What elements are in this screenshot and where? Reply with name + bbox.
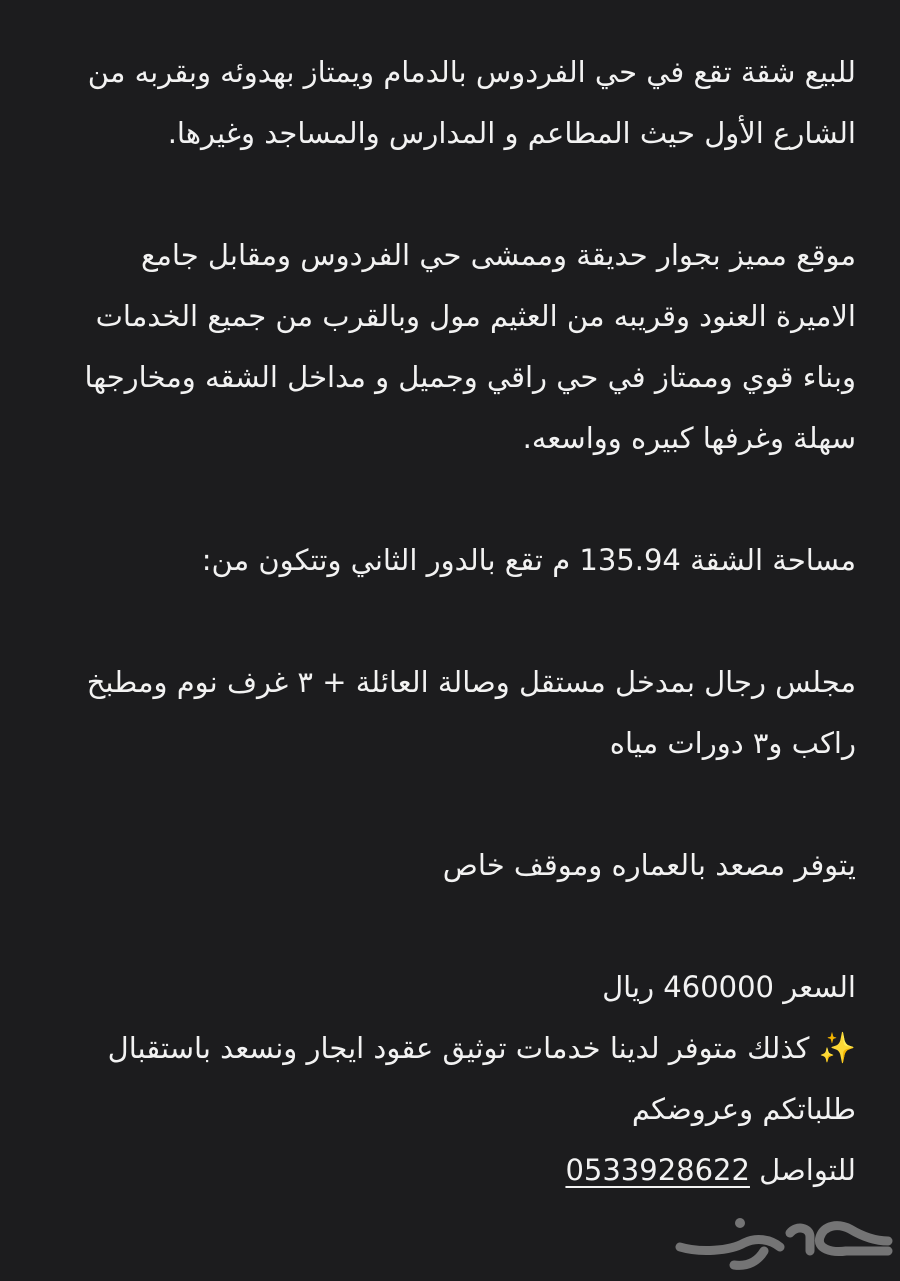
intro-paragraph (40, 42, 856, 164)
listing-description (40, 42, 856, 1201)
location-line: موقع مميز بجوار حديقة وممشى حي الفردوس ومقابل جامع (140, 238, 856, 272)
services-text: كذلك متوفر لدينا خدمات توثيق عقود ايجار ونسعد باستقبال (107, 1031, 810, 1065)
location-line: سهلة وغرفها كبيره وواسعه. (522, 421, 856, 455)
phone-link[interactable]: 0533928622 (565, 1153, 750, 1187)
sparkles-icon: ✨ (818, 1031, 856, 1066)
contact-line (40, 1140, 856, 1201)
intro-line: الشارع الأول حيث المطاعم و المدارس والمساجد وغيرها. (167, 116, 856, 150)
price-contact-block (40, 957, 856, 1201)
location-line: وبناء قوي وممتاز في حي راقي وجميل و مداخل الشقه ومخارجها (84, 360, 856, 394)
area-paragraph (40, 530, 856, 591)
services-line: طلباتكم وعروضكم (631, 1092, 856, 1126)
haraj-logo-icon (660, 1207, 896, 1271)
facilities-line: يتوفر مصعد بالعماره وموقف خاص (442, 848, 856, 882)
location-paragraph (40, 225, 856, 469)
price-line: السعر 460000 ريال (602, 970, 856, 1004)
intro-line: للبيع شقة تقع في حي الفردوس بالدمام ويمتاز بهدوئه وبقربه من (87, 55, 856, 89)
area-line: مساحة الشقة 135.94 م تقع بالدور الثاني وتتكون من: (201, 543, 856, 577)
services-line (40, 1018, 856, 1079)
facilities-paragraph (40, 835, 856, 896)
contact-label: للتواصل (759, 1153, 856, 1187)
location-line: الاميرة العنود وقريبه من العثيم مول وبالقرب من جميع الخدمات (95, 299, 856, 333)
rooms-paragraph (40, 652, 856, 774)
rooms-line: مجلس رجال بمدخل مستقل وصالة العائلة + ٣ غرف نوم ومطبخ (86, 665, 856, 699)
rooms-line: راكب و٣ دورات مياه (609, 726, 856, 760)
